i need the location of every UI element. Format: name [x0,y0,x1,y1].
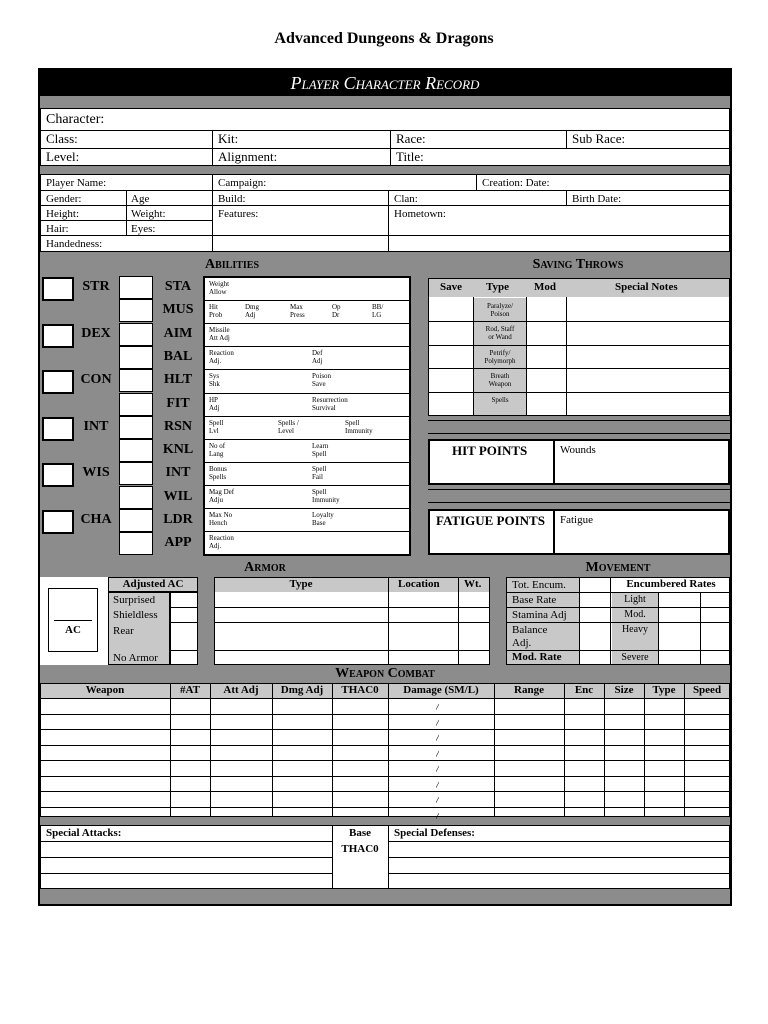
damage-slash: / [436,732,440,744]
movement-heading: Movement [585,560,651,575]
damage-slash: / [436,778,440,791]
divider [40,729,730,730]
thac0-label: THAC0 [341,843,379,855]
record-title: Player Character Record [290,73,480,93]
saving-throw-type: Weapon [488,380,512,389]
fatigue-points-label: FATIGUE POINTS [436,513,545,528]
creation-date-label: Creation: Date: [482,177,550,189]
ability-note-label: Reaction [209,349,234,358]
stamina-adj-label: Stamina Adj [512,609,567,621]
divider [604,683,605,817]
ability-note-label: Spell [312,487,327,496]
ability-note-label: Def [312,349,323,358]
divider [272,683,273,817]
character-block [40,108,730,166]
ability-note-label: Spell [345,418,360,427]
ability-score-box [42,510,74,534]
ability-note-label: Lvl [209,426,219,435]
divider [40,857,332,858]
ability-note-label: Fail [312,472,323,481]
features-label: Features: [218,208,259,220]
divider [205,508,409,509]
divider [40,148,730,149]
ability-note-label: HP [209,395,218,404]
no-armor-label: No Armor [113,652,158,664]
ability-note-label: Spells [209,472,227,481]
ability-note-label: Base [312,519,326,527]
gender-label: Gender: [46,193,82,205]
sub-ability-label: LDR [163,512,193,527]
divider [170,683,171,817]
divider [40,745,730,746]
race-label: Race: [396,132,426,146]
ability-note-label: Prob [209,311,223,320]
hometown-label: Hometown: [394,208,446,220]
birth-date-label: Birth Date: [572,193,622,205]
damage-slash: / [436,716,440,729]
saving-throw-type: or Wand [488,333,512,342]
ability-note-label: Dmg [245,303,259,312]
divider [564,683,565,817]
ability-note-label: Press [290,311,305,320]
ability-dex-label: DEX [81,325,111,341]
divider [553,509,555,555]
armor-type-header-label: Type [289,578,313,590]
ability-note-label: Adju [209,495,223,504]
divider [388,190,389,252]
damage-slash: / [436,794,440,806]
ability-note-label: LG [372,311,382,320]
ability-note-label: Spell [312,464,327,473]
saving-throw-type: Breath [490,372,510,381]
mod-label: Mod. [624,609,646,620]
divider [428,345,730,346]
sub-ability-score-box [119,369,153,392]
damage-slash: / [436,763,440,775]
ability-note-label: Hench [209,519,228,527]
tot-encum-label: Tot. Encum. [512,579,566,591]
ability-note-label: Sys [209,372,220,381]
divider [388,873,730,874]
divider [428,392,730,393]
ability-note-label: Lang [209,449,224,458]
divider [212,174,213,252]
clan-label: Clan: [394,193,418,205]
hit-points-label: HIT POINTS [452,443,528,458]
ability-note-label: Missile [209,326,230,335]
saving-throws-header-row [429,279,729,297]
weapon-combat-heading: Weapon Combat [335,666,435,681]
weapon-header: Size [614,684,634,696]
record-title-bar [40,70,730,96]
saving-throw-type: Polymorph [484,356,516,365]
sub-ability-score-box [119,299,153,322]
divider [205,416,409,417]
ability-note-label: Reaction [209,534,234,543]
sub-ability-score-box [119,323,153,346]
divider [40,760,730,761]
divider [458,577,459,665]
title-label: Title: [396,150,424,164]
divider [214,622,490,623]
mod-header: Mod [534,281,556,293]
ability-score-box [42,324,74,348]
special-defenses-label: Special Defenses: [394,827,475,839]
campaign-label: Campaign: [218,177,267,189]
ability-note-label: Dr [332,311,340,320]
weapon-header: Type [652,684,676,696]
sub-ability-score-box [119,486,153,509]
sub-ability-score-box [119,509,153,532]
separator-bar [428,489,730,503]
saving-throws-heading: Saving Throws [532,257,624,272]
adjusted-ac-label: Adjusted AC [122,578,184,590]
ac-label: AC [65,624,81,636]
ability-note-label: Save [312,380,326,389]
divider [332,683,333,817]
saving-throw-type: Poison [490,310,510,318]
armor-wt-header-label: Wt. [464,578,482,590]
weapon-header: Weapon [85,684,125,696]
surprised-label: Surprised [113,594,156,606]
save-header: Save [440,281,462,293]
divider [40,807,730,808]
ability-note-label: No of [209,441,226,450]
fatigue-label: Fatigue [560,514,593,526]
balance-label: Balance [512,624,548,636]
divider [644,683,645,817]
divider [205,485,409,486]
ability-score-box [42,370,74,394]
sub-ability-score-box [119,393,153,416]
divider [610,577,611,665]
armor-heading: Armor [244,560,286,575]
weapon-header: Att Adj [223,684,259,696]
damage-slash: / [436,701,440,713]
divider [212,130,213,166]
divider [54,620,92,621]
mod-rate-label: Mod. Rate [512,651,562,663]
divider [205,346,409,347]
ability-str-label: STR [82,279,110,294]
ability-note-label: BB/ [372,303,384,312]
divider [214,607,490,608]
divider [566,130,567,148]
divider [553,439,555,485]
ability-note-label: Shk [209,380,220,389]
sub-ability-label: WIL [163,488,193,504]
ability-note-label: Att Adj [209,334,230,343]
ability-int-label: INT [83,418,109,434]
ability-note-label: Spell [312,449,327,458]
ability-note-label: Adj [245,311,256,320]
weapon-header: Enc [574,684,594,696]
divider [126,190,127,235]
build-label: Build: [218,193,246,205]
saving-throw-type: Spells [491,395,509,404]
divider [526,297,527,416]
divider [170,592,171,665]
sub-race-label: Sub Race: [572,132,626,146]
weapon-header: THAC0 [341,684,379,696]
ability-note-label: Level [278,426,294,435]
sub-ability-score-box [119,346,153,369]
divider [40,841,332,842]
sub-ability-score-box [119,439,153,462]
weapon-header: #AT [180,684,200,696]
ability-note-label: Survival [312,403,336,412]
ability-note-label: Hit [209,303,218,312]
weapon-header: Speed [692,684,722,696]
sub-ability-score-box [119,532,153,555]
shieldless-label: Shieldless [113,609,158,621]
weapon-header: Damage (SM/L) [403,684,479,696]
sub-ability-label: INT [165,465,191,481]
sub-ability-label: BAL [163,348,193,364]
divider [205,531,409,532]
divider [205,462,409,463]
weapon-header: Dmg Adj [280,684,324,696]
rear-label: Rear [113,625,134,637]
separator-bar [428,420,730,434]
divider [388,683,389,817]
ability-wis-label: WIS [82,465,110,480]
divider [205,369,409,370]
divider [40,714,730,715]
divider [205,300,409,301]
divider [428,321,730,322]
balance-adj-label: Adj. [512,637,532,649]
sub-ability-label: MUS [162,302,194,318]
type-header: Type [486,281,510,293]
divider [579,577,580,665]
divider [388,577,389,665]
damage-slash: / [436,809,440,822]
saving-throw-type: Paralyze/ [486,302,514,310]
divider [40,698,730,699]
ability-note-label: Immunity [345,426,373,435]
weight-label: Weight: [131,208,166,220]
abilities-heading: Abilities [204,257,260,272]
sub-ability-label: STA [164,279,192,294]
weapon-combat-table [40,683,730,817]
sub-ability-label: HLT [163,372,193,388]
encumbered-rates-label: Encumbered Rates [626,578,716,590]
ability-note-label: Op [332,303,341,312]
base-label: Base [349,827,371,839]
damage-slash: / [436,747,440,760]
ability-note-label: Weight [209,280,230,288]
saving-throw-type: Petrify/ [489,348,511,357]
ability-score-box [42,417,74,441]
ability-note-label: Immunity [312,495,340,504]
level-label: Level: [46,150,80,164]
divider [494,683,495,817]
divider [214,650,490,651]
sub-ability-label: AIM [163,325,193,341]
ability-note-label: Max No [209,511,233,519]
alignment-label: Alignment: [218,150,278,164]
ability-note-label: Adj. [209,357,222,366]
divider [390,130,391,166]
ability-con-label: CON [80,372,112,387]
character-label: Character: [46,112,105,127]
divider [658,592,659,665]
divider [700,592,701,665]
divider [205,393,409,394]
sub-ability-label: APP [164,535,192,551]
severe-label: Severe [621,652,649,663]
divider [566,190,567,205]
ability-note-label: Spells / [278,418,299,427]
kit-label: Kit: [218,132,239,146]
ability-score-box [42,463,74,487]
sub-ability-score-box [119,276,153,299]
sub-ability-score-box [119,462,153,485]
divider [40,873,332,874]
ability-note-label: Adj [312,357,323,366]
page-title: Advanced Dungeons & Dragons [274,30,494,47]
ability-note-label: Learn [312,441,329,450]
divider [170,622,198,623]
divider [476,174,477,190]
saving-throw-type: Rod, Staff [485,325,515,334]
divider [684,683,685,817]
armor-location-header-label: Location [398,578,440,590]
height-label: Height: [46,208,79,220]
divider [388,857,730,858]
eyes-label: Eyes: [131,223,156,235]
ability-note-label: Bonus [209,464,227,473]
ability-note-label: Max [290,303,303,312]
special-notes-header: Special Notes [615,281,678,293]
weapon-header: Range [514,684,544,696]
sub-ability-label: FIT [166,395,190,411]
heavy-label: Heavy [621,624,649,635]
sub-ability-label: RSN [163,418,192,434]
divider [428,368,730,369]
divider [170,607,198,608]
age-label: Age [131,193,150,205]
ability-note-label: Allow [209,288,227,296]
light-label: Light [624,594,646,605]
ability-score-box [42,277,74,301]
base-rate-label: Base Rate [512,594,557,606]
wounds-label: Wounds [560,444,596,456]
divider [205,323,409,324]
handedness-label: Handedness: [46,238,103,250]
class-label: Class: [46,132,78,146]
divider [40,130,730,131]
divider [40,776,730,777]
player-name-label: Player Name: [46,177,107,189]
divider [40,791,730,792]
ability-note-label: Adj [209,403,220,412]
divider [170,650,198,651]
sub-ability-label: KNL [162,442,194,458]
special-attacks-label: Special Attacks: [46,827,122,839]
divider [388,841,730,842]
ability-cha-label: CHA [80,511,112,527]
sub-ability-score-box [119,416,153,439]
ability-note-label: Poison [312,372,332,381]
divider [210,683,211,817]
hair-label: Hair: [46,223,69,235]
ability-note-label: Spell [209,418,224,427]
divider [205,439,409,440]
ability-note-label: Loyalty [312,511,334,519]
ability-note-label: Mag Def [209,487,235,496]
ability-note-label: Adj. [209,542,222,551]
divider [40,190,730,191]
ability-note-label: Resurrection [312,395,348,404]
divider [566,297,567,416]
